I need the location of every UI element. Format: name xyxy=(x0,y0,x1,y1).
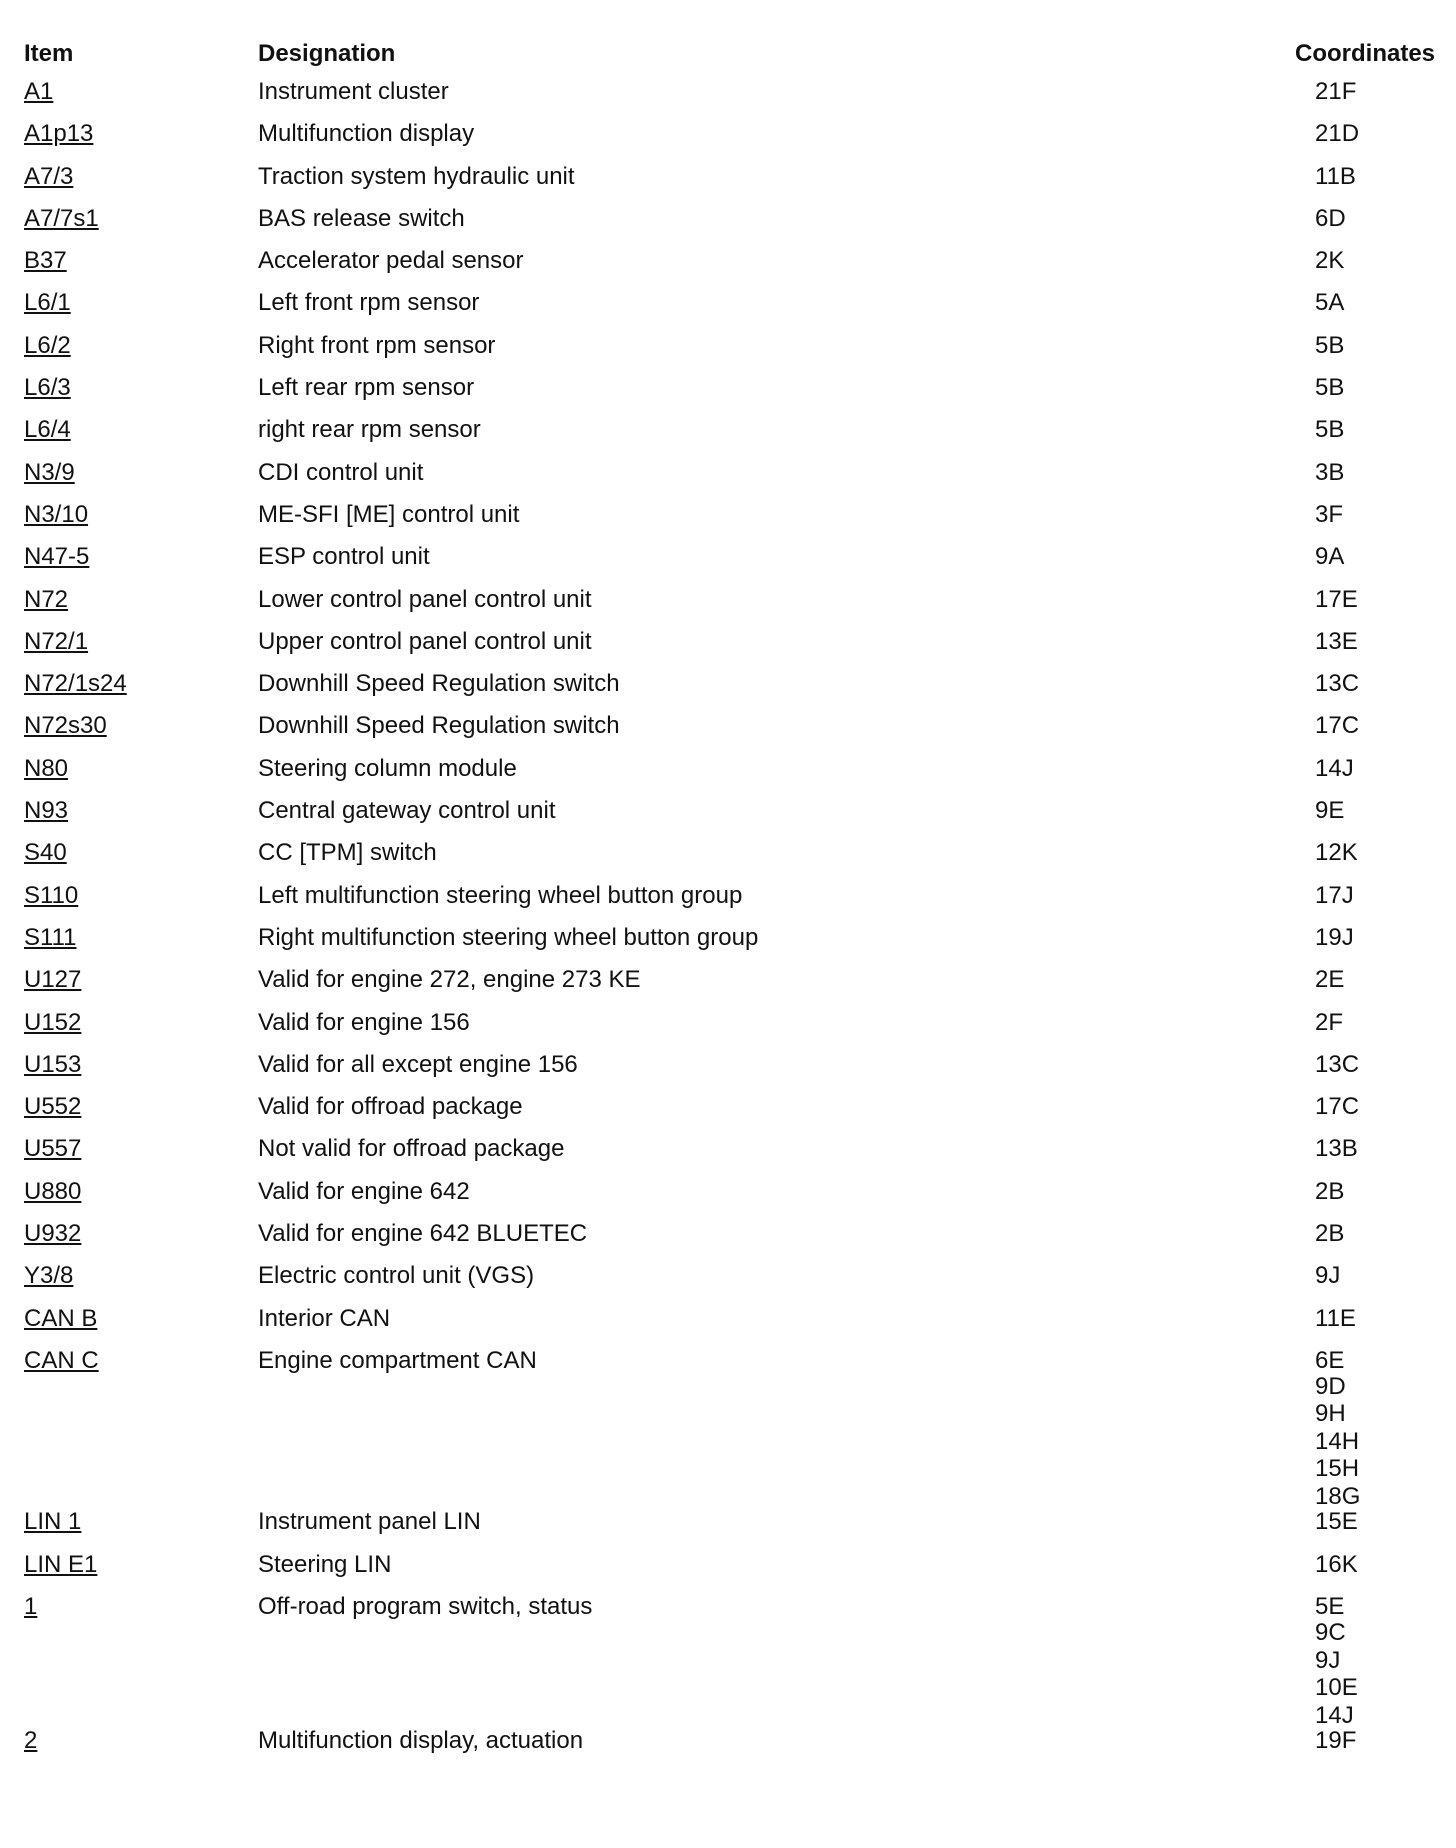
item-link[interactable]: L6/3 xyxy=(24,374,71,402)
coordinate-value: 9J xyxy=(1315,1646,1341,1674)
coordinates-cell xyxy=(1295,122,1436,164)
item-link[interactable]: U152 xyxy=(24,1008,82,1036)
coordinates-cell xyxy=(1295,1264,1436,1306)
coordinates-cell xyxy=(1295,1346,1436,1511)
item-cell xyxy=(24,1222,258,1264)
item-link[interactable]: N3/10 xyxy=(24,500,89,528)
coordinate-value: 3B xyxy=(1315,458,1345,486)
coordinates-cell xyxy=(1295,1222,1436,1264)
item-cell xyxy=(24,376,258,418)
item-link[interactable]: U932 xyxy=(24,1220,82,1248)
coordinates-cell xyxy=(1295,376,1436,418)
item-link[interactable]: A1 xyxy=(24,78,54,105)
table-row xyxy=(24,1349,1436,1511)
item-cell xyxy=(24,204,258,249)
item-link[interactable]: CAN B xyxy=(24,1304,98,1332)
designation-cell: Valid for engine 642 BLUETEC xyxy=(258,1220,588,1248)
coordinates-cell xyxy=(1295,1304,1436,1349)
coordinates-cell xyxy=(1295,1595,1436,1729)
item-cell xyxy=(24,331,258,376)
coordinates-cell xyxy=(1295,923,1436,968)
table-row xyxy=(24,1095,1436,1137)
item-link[interactable]: LIN 1 xyxy=(24,1508,82,1536)
designation-cell: Valid for engine 156 xyxy=(258,1008,470,1036)
designation-cell: Left multifunction steering wheel button group xyxy=(258,881,743,909)
coordinates-cell xyxy=(1295,799,1436,841)
table-row xyxy=(24,1729,1436,1771)
coordinate-value: 9C xyxy=(1315,1619,1346,1646)
coordinates-cell xyxy=(1295,968,1436,1010)
item-column-header: Item xyxy=(24,40,74,67)
item-link[interactable]: N3/9 xyxy=(24,458,75,486)
coordinates-cell xyxy=(1295,418,1436,460)
coordinate-value: 6D xyxy=(1315,204,1346,232)
item-link[interactable]: A7/3 xyxy=(24,162,74,190)
coordinates-cell xyxy=(1295,1008,1436,1053)
coordinates-cell xyxy=(1295,458,1436,503)
coordinate-value: 21F xyxy=(1315,78,1357,105)
item-cell xyxy=(24,714,258,756)
table-row xyxy=(24,80,1436,122)
coordinates-cell xyxy=(1295,1050,1436,1095)
designation-cell: Left front rpm sensor xyxy=(258,289,480,317)
coordinate-value: 19F xyxy=(1315,1727,1357,1754)
coordinates-column-header: Coordinates xyxy=(1295,40,1436,67)
coordinate-value: 5E xyxy=(1315,1593,1345,1620)
item-link[interactable]: A1p13 xyxy=(24,120,94,148)
designation-cell: Valid for engine 272, engine 273 KE xyxy=(258,966,641,994)
legend-body xyxy=(24,80,1436,1771)
item-link[interactable]: L6/1 xyxy=(24,289,71,317)
item-cell xyxy=(24,80,258,122)
designation-cell: Valid for all except engine 156 xyxy=(258,1050,578,1078)
coordinates-cell xyxy=(1295,881,1436,926)
item-cell xyxy=(24,291,258,333)
item-cell xyxy=(24,1550,258,1595)
coordinate-value: 3F xyxy=(1315,500,1344,528)
coordinate-value: 17C xyxy=(1315,1093,1360,1121)
item-link[interactable]: N72/1s24 xyxy=(24,670,127,698)
item-cell xyxy=(24,1177,258,1222)
designation-cell: Electric control unit (VGS) xyxy=(258,1262,535,1290)
designation-cell: BAS release switch xyxy=(258,204,465,232)
designation-cell: Instrument panel LIN xyxy=(258,1508,481,1536)
designation-cell: Accelerator pedal sensor xyxy=(258,247,524,275)
coordinate-value: 9J xyxy=(1315,1262,1341,1290)
table-row xyxy=(24,841,1436,883)
coordinate-value: 17J xyxy=(1315,881,1354,909)
item-link[interactable]: U153 xyxy=(24,1050,82,1078)
coordinate-value: 18G xyxy=(1315,1482,1361,1510)
coordinate-value: 21D xyxy=(1315,120,1360,148)
designation-cell: Multifunction display xyxy=(258,120,475,148)
table-row xyxy=(24,588,1436,630)
table-row xyxy=(24,1510,1436,1552)
item-link[interactable]: 1 xyxy=(24,1593,38,1620)
table-row xyxy=(24,418,1436,460)
designation-cell: Instrument cluster xyxy=(258,78,449,105)
coordinate-value: 19J xyxy=(1315,923,1354,951)
table-row xyxy=(24,1180,1436,1222)
header-row xyxy=(24,40,1436,80)
item-cell xyxy=(24,1510,258,1552)
item-cell xyxy=(24,1137,258,1179)
coordinates-cell xyxy=(1295,1550,1436,1595)
table-row xyxy=(24,1264,1436,1306)
item-link[interactable]: A7/7s1 xyxy=(24,204,99,232)
item-link[interactable]: Y3/8 xyxy=(24,1262,74,1290)
designation-cell: CDI control unit xyxy=(258,458,424,486)
item-cell xyxy=(24,122,258,164)
coordinate-value: 14J xyxy=(1315,754,1354,782)
table-row xyxy=(24,884,1436,926)
item-link[interactable]: U557 xyxy=(24,1135,82,1163)
designation-cell: Right multifunction steering wheel button group xyxy=(258,923,759,951)
designation-cell: Interior CAN xyxy=(258,1304,391,1332)
coordinate-value: 9H xyxy=(1315,1400,1346,1428)
table-row xyxy=(24,968,1436,1010)
coordinate-value: 6E xyxy=(1315,1346,1345,1374)
coordinate-value: 12K xyxy=(1315,839,1358,867)
item-link[interactable]: N47-5 xyxy=(24,543,90,571)
coordinate-value: 11B xyxy=(1315,162,1356,190)
table-row xyxy=(24,334,1436,376)
designation-cell: ME-SFI [ME] control unit xyxy=(258,500,520,528)
table-row xyxy=(24,714,1436,756)
table-row xyxy=(24,799,1436,841)
coordinate-value: 5B xyxy=(1315,416,1345,444)
table-row xyxy=(24,1307,1436,1349)
coordinate-value: 2B xyxy=(1315,1220,1345,1248)
coordinate-value: 9A xyxy=(1315,543,1345,571)
coordinates-cell xyxy=(1295,1137,1436,1179)
coordinate-value: 17C xyxy=(1315,712,1360,740)
coordinate-value: 10E xyxy=(1315,1674,1358,1701)
item-cell xyxy=(24,458,258,503)
table-row xyxy=(24,1137,1436,1179)
table-row xyxy=(24,461,1436,503)
item-link[interactable]: N93 xyxy=(24,797,69,825)
item-link[interactable]: S40 xyxy=(24,839,67,867)
designation-cell: Right front rpm sensor xyxy=(258,331,496,359)
coordinate-value: 2E xyxy=(1315,966,1345,994)
coordinates-cell xyxy=(1295,80,1436,122)
item-cell xyxy=(24,923,258,968)
table-row xyxy=(24,1011,1436,1053)
table-row xyxy=(24,1553,1436,1595)
designation-cell: Multifunction display, actuation xyxy=(258,1727,584,1754)
designation-cell: Valid for offroad package xyxy=(258,1093,523,1121)
coordinates-cell xyxy=(1295,249,1436,291)
item-cell xyxy=(24,968,258,1010)
designation-cell: ESP control unit xyxy=(258,543,430,571)
table-row xyxy=(24,672,1436,714)
coordinates-cell xyxy=(1295,545,1436,587)
item-cell xyxy=(24,799,258,841)
coordinate-value: 5A xyxy=(1315,289,1345,317)
coordinate-value: 2B xyxy=(1315,1177,1345,1205)
item-link[interactable]: N72/1 xyxy=(24,627,89,655)
coordinate-value: 15E xyxy=(1315,1508,1358,1536)
item-link[interactable]: LIN E1 xyxy=(24,1550,98,1578)
item-cell xyxy=(24,1304,258,1349)
coordinates-cell xyxy=(1295,672,1436,714)
coordinate-value: 15H xyxy=(1315,1455,1360,1483)
designation-cell: Valid for engine 642 xyxy=(258,1177,470,1205)
item-link[interactable]: L6/2 xyxy=(24,331,71,359)
coordinate-value: 16K xyxy=(1315,1550,1358,1578)
coordinates-cell xyxy=(1295,714,1436,756)
table-row xyxy=(24,376,1436,418)
item-cell xyxy=(24,1050,258,1095)
coordinate-value: 2F xyxy=(1315,1008,1344,1036)
item-cell xyxy=(24,627,258,672)
coordinate-value: 13C xyxy=(1315,670,1360,698)
table-row xyxy=(24,926,1436,968)
item-cell xyxy=(24,754,258,799)
item-link[interactable]: N72s30 xyxy=(24,712,107,740)
coordinate-value: 9D xyxy=(1315,1372,1346,1400)
coordinates-cell xyxy=(1295,627,1436,672)
table-row xyxy=(24,291,1436,333)
item-cell xyxy=(24,1595,258,1729)
coordinate-value: 2K xyxy=(1315,247,1345,275)
table-row xyxy=(24,1222,1436,1264)
table-row xyxy=(24,1053,1436,1095)
designation-cell: Central gateway control unit xyxy=(258,797,556,825)
item-link[interactable]: U880 xyxy=(24,1177,82,1205)
designation-cell: Lower control panel control unit xyxy=(258,585,592,613)
legend-table xyxy=(24,40,1436,1771)
item-cell xyxy=(24,418,258,460)
table-row xyxy=(24,757,1436,799)
coordinates-cell xyxy=(1295,162,1436,207)
designation-column-header: Designation xyxy=(258,40,396,67)
designation-cell: Downhill Speed Regulation switch xyxy=(258,670,620,698)
item-cell xyxy=(24,545,258,587)
coordinates-cell xyxy=(1295,204,1436,249)
item-cell xyxy=(24,672,258,714)
coordinates-cell xyxy=(1295,1177,1436,1222)
designation-cell: Left rear rpm sensor xyxy=(258,374,475,402)
item-cell xyxy=(24,500,258,545)
designation-cell: Traction system hydraulic unit xyxy=(258,162,575,190)
item-cell xyxy=(24,249,258,291)
item-cell xyxy=(24,1095,258,1137)
table-row xyxy=(24,122,1436,164)
item-cell xyxy=(24,881,258,926)
item-cell xyxy=(24,585,258,630)
coordinates-cell xyxy=(1295,331,1436,376)
item-link[interactable]: 2 xyxy=(24,1727,38,1754)
item-cell xyxy=(24,841,258,883)
designation-cell: Downhill Speed Regulation switch xyxy=(258,712,620,740)
coordinate-value: 13B xyxy=(1315,1135,1358,1163)
coordinate-value: 14J xyxy=(1315,1701,1354,1729)
designation-cell: CC [TPM] switch xyxy=(258,839,437,867)
coordinate-value: 11E xyxy=(1315,1304,1356,1332)
item-link[interactable]: L6/4 xyxy=(24,416,71,444)
coordinate-value: 13E xyxy=(1315,627,1358,655)
item-link[interactable]: S110 xyxy=(24,881,79,909)
coordinate-value: 9E xyxy=(1315,797,1345,825)
designation-cell: Off-road program switch, status xyxy=(258,1593,593,1620)
coordinate-value: 14H xyxy=(1315,1427,1360,1455)
coordinates-cell xyxy=(1295,754,1436,799)
coordinates-cell xyxy=(1295,1510,1436,1552)
item-link[interactable]: CAN C xyxy=(24,1346,99,1374)
coordinates-cell xyxy=(1295,500,1436,545)
item-link[interactable]: U127 xyxy=(24,966,82,994)
table-row xyxy=(24,165,1436,207)
table-row xyxy=(24,249,1436,291)
coordinate-value: 5B xyxy=(1315,331,1345,359)
item-link[interactable]: N72 xyxy=(24,585,69,613)
designation-cell: Steering column module xyxy=(258,754,517,782)
table-row xyxy=(24,630,1436,672)
coordinate-value: 17E xyxy=(1315,585,1358,613)
designation-cell: Upper control panel control unit xyxy=(258,627,592,655)
coordinates-cell xyxy=(1295,1095,1436,1137)
item-cell xyxy=(24,1729,258,1771)
coordinate-value: 5B xyxy=(1315,374,1345,402)
designation-cell: right rear rpm sensor xyxy=(258,416,481,444)
designation-cell: Engine compartment CAN xyxy=(258,1346,537,1374)
coordinates-cell xyxy=(1295,841,1436,883)
item-cell xyxy=(24,162,258,207)
item-link[interactable]: U552 xyxy=(24,1093,82,1121)
coordinate-value: 13C xyxy=(1315,1050,1360,1078)
item-cell xyxy=(24,1008,258,1053)
designation-cell: Not valid for offroad package xyxy=(258,1135,565,1163)
item-cell xyxy=(24,1346,258,1511)
coordinates-cell xyxy=(1295,1729,1436,1771)
coordinates-cell xyxy=(1295,291,1436,333)
table-row xyxy=(24,503,1436,545)
coordinates-cell xyxy=(1295,585,1436,630)
table-row xyxy=(24,545,1436,587)
designation-cell: Steering LIN xyxy=(258,1550,392,1578)
item-link[interactable]: B37 xyxy=(24,247,67,275)
item-cell xyxy=(24,1264,258,1306)
table-row xyxy=(24,1595,1436,1729)
item-link[interactable]: S111 xyxy=(24,923,77,951)
item-link[interactable]: N80 xyxy=(24,754,69,782)
table-row xyxy=(24,207,1436,249)
